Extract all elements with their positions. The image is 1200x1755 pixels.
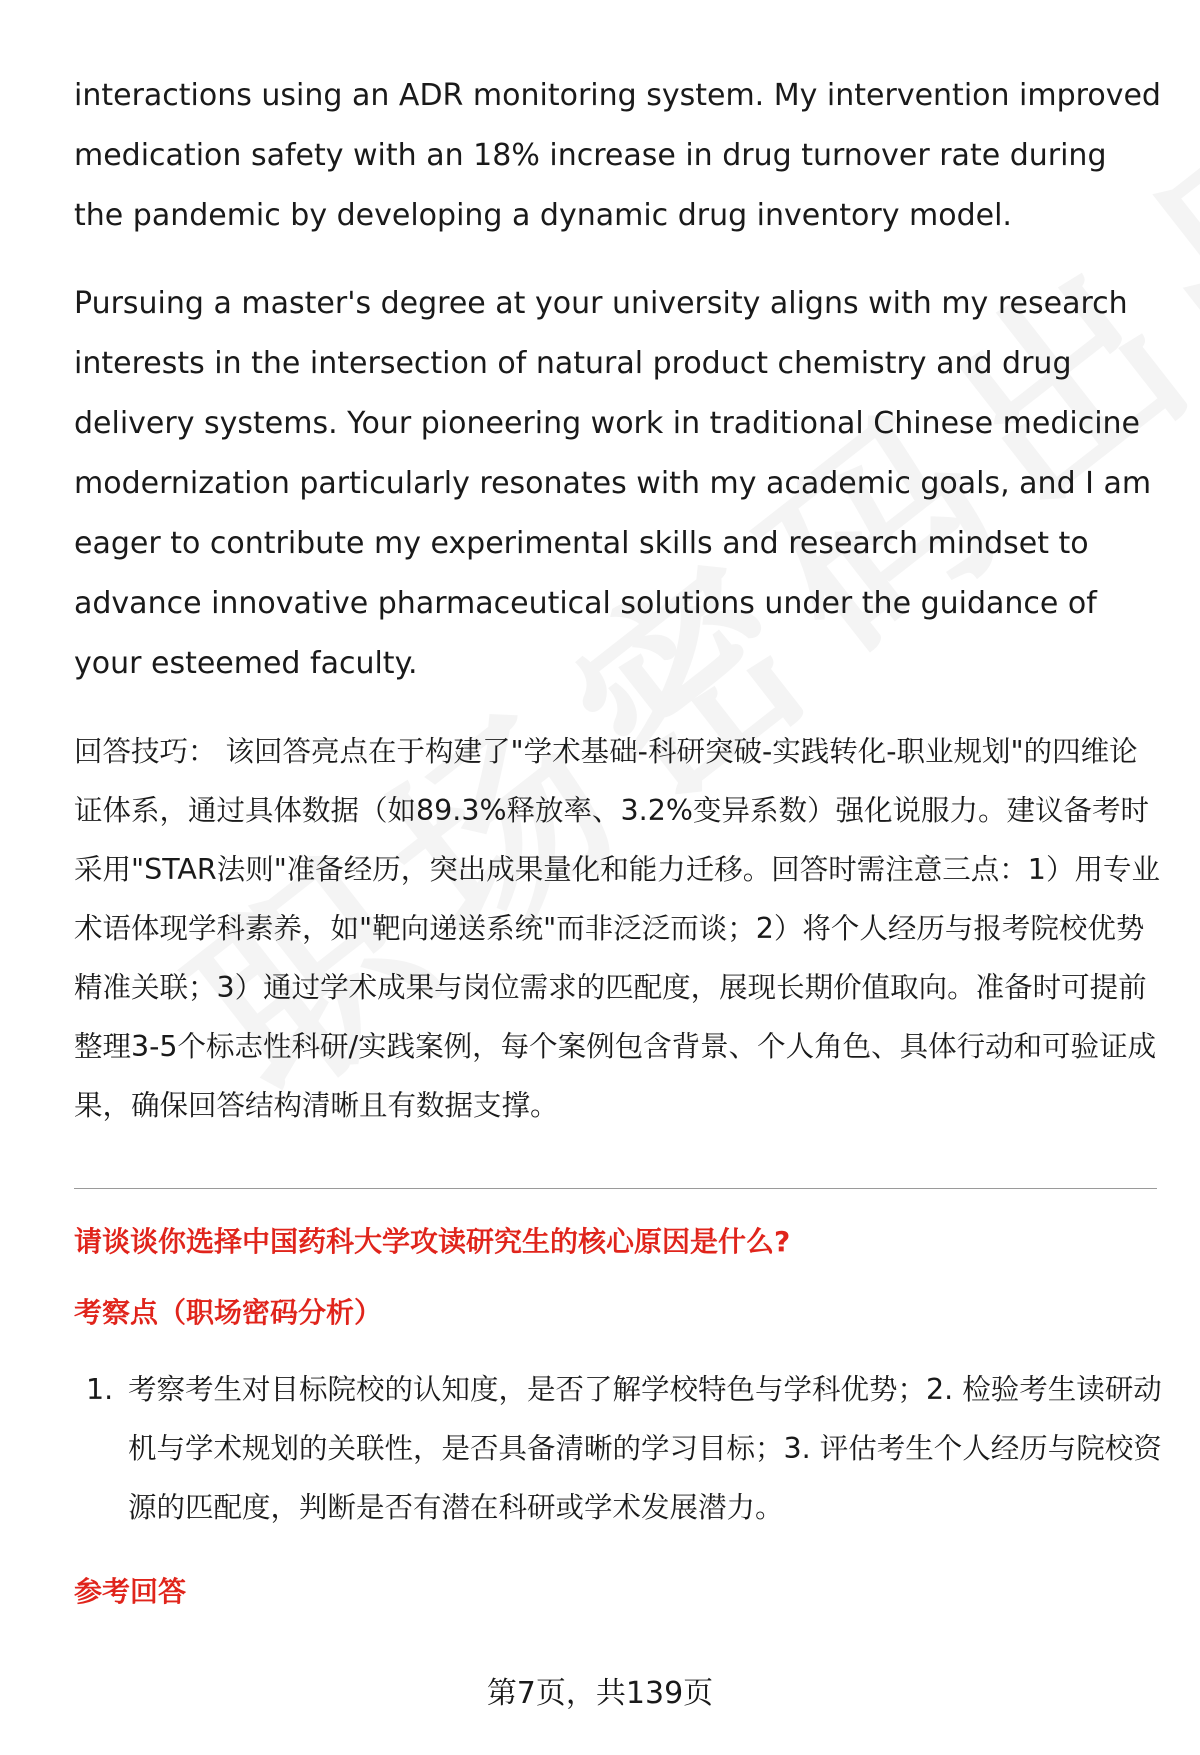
- list-number: 1.: [86, 1373, 114, 1406]
- document-body: [74, 66, 1164, 1135]
- focus-heading: 考察点（职场密码分析）: [74, 1296, 383, 1329]
- question-title: 请谈谈你选择中国药科大学攻读研究生的核心原因是什么?: [74, 1225, 791, 1258]
- paragraph-en-2: Pursuing a master's degree at your university aligns with my research interests in the intersection of natural product chemistry and drug delivery systems. Your pioneering work in traditional Chinese medicine modernization particularly resonates with my academic goals, and I am eager to contribute my experimental skills and research mindset to advance innovative pharmaceutical solutions under the guidance of your esteemed faculty.: [74, 286, 1152, 681]
- answer-tips: 回答技巧： 该回答亮点在于构建了"学术基础-科研突破-实践转化-职业规划"的四维论证体系，通过具体数据（如89.3%释放率、3.2%变异系数）强化说服力。建议备考时采用"STAR法则"准备经历，突出成果量化和能力迁移。回答时需注意三点：1）用专业术语体现学科素养，如"靶向递送系统"而非泛泛而谈；2）将个人经历与报考院校优势精准关联；3）通过学术成果与岗位需求的匹配度，展现长期价值取向。准备时可提前整理3-5个标志性科研/实践案例，每个案例包含背景、个人角色、具体行动和可验证成果，确保回答结构清晰且有数据支撑。: [74, 735, 1160, 1122]
- focus-list-item: [74, 1360, 1164, 1537]
- focus-text: 考察考生对目标院校的认知度，是否了解学校特色与学科优势；2. 检验考生读研动机与学术规划的关联性，是否具备清晰的学习目标；3. 评估考生个人经历与院校资源的匹配度，判断是否有潜在科研或学术发展潜力。: [128, 1373, 1162, 1524]
- reference-heading: 参考回答: [74, 1575, 187, 1608]
- page-number: 第7页，共139页: [486, 1676, 714, 1711]
- section-divider: [74, 1188, 1157, 1189]
- paragraph-en-1: interactions using an ADR monitoring system. My intervention improved medication safety with an 18% increase in drug turnover rate during the pandemic by developing a dynamic drug inventory model.: [74, 78, 1161, 233]
